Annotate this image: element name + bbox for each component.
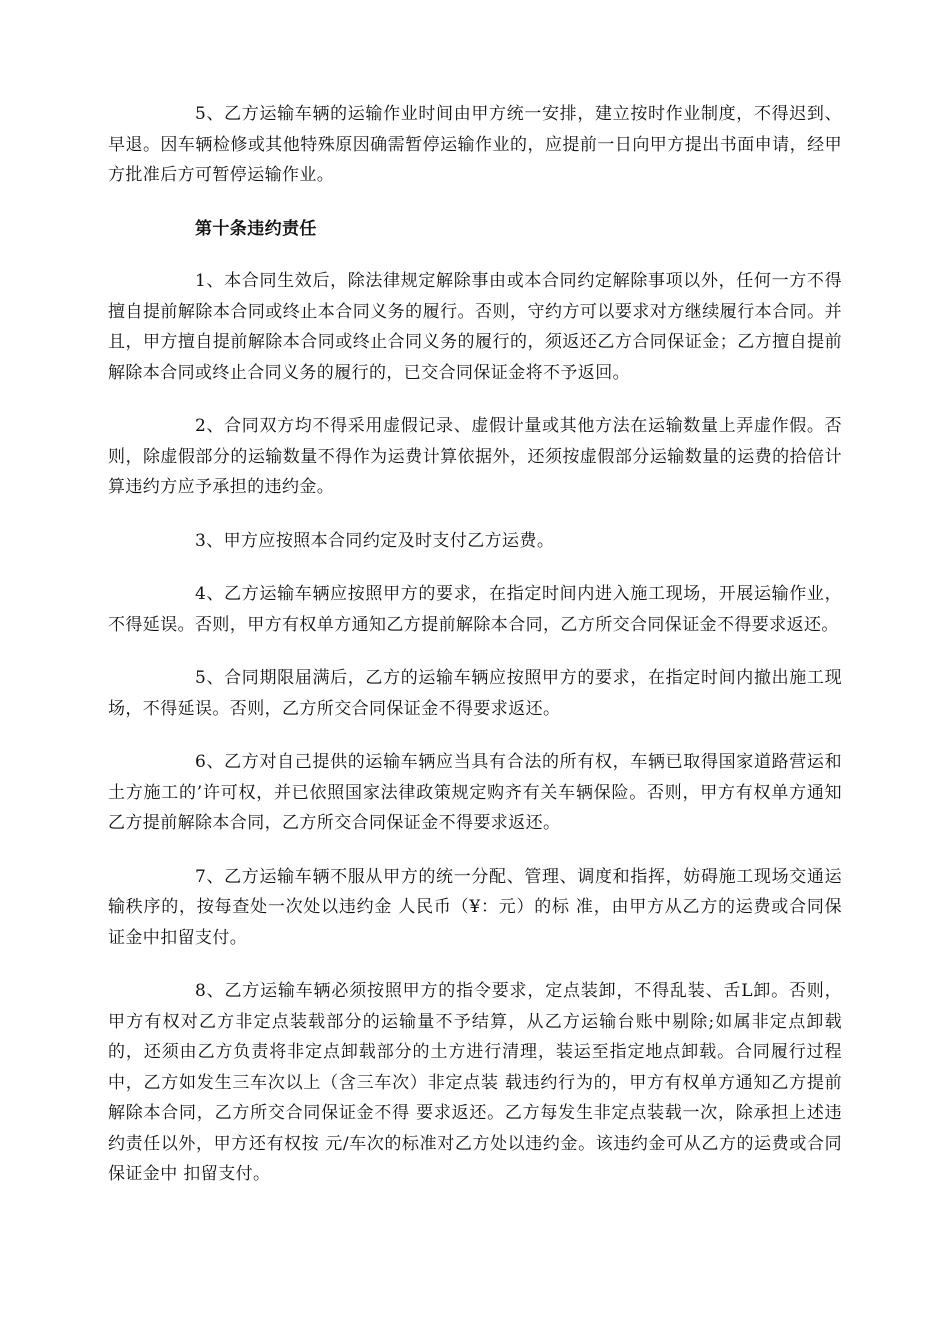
liability-clause-6: 6、乙方对自己提供的运输车辆应当具有合法的所有权，车辆已取得国家道路营运和土方施工的’许可权，并已依照国家法律政策规定购齐有关车辆保险。否则，甲方有权单方通知乙方提前解除本合同，乙方所交合同保证金不得要求返还。: [108, 752, 842, 833]
liability-clause-7: 7、乙方运输车辆不服从甲方的统一分配、管理、调度和指挥，妨碍施工现场交通运输秩序的，按每查处一次处以违约金 人民币（¥：元）的标 准，由甲方从乙方的运费或合同保证金中扣留支付。: [108, 866, 842, 948]
document-page: [108, 99, 842, 1213]
liability-clause-1: 1、本合同生效后，除法律规定解除事由或本合同约定解除事项以外，任何一方不得擅自提前解除本合同或终止本合同义务的履行。否则，守约方可以要求对方继续履行本合同。并且，甲方擅自提前解除本合同或终止合同义务的履行的，须返还乙方合同保证金；乙方擅自提前解除本合同或终止合同义务的履行的，已交合同保证金将不予返回。: [108, 271, 842, 383]
liability-clause-5: 5、合同期限届满后，乙方的运输车辆应按照甲方的要求，在指定时间内撤出施工现场，不得延误。否则，乙方所交合同保证金不得要求返还。: [108, 668, 842, 719]
liability-clause-3: 3、甲方应按照本合同约定及时支付乙方运费。: [195, 530, 555, 551]
section-heading-liability: 第十条违约责任: [195, 218, 317, 239]
liability-clause-8: 8、乙方运输车辆必须按照甲方的指令要求，定点装卸，不得乱装、舌L卸。否则，甲方有权对乙方非定点装载部分的运输量不予结算，从乙方运输台账中剔除;如属非定点卸载的，还须由乙方负责将非定点卸载部分的土方进行清理，装运至指定地点卸载。合同履行过程中，乙方如发生三车次以上（含三车次）非定点装 载违约行为的，甲方有权单方通知乙方提前解除本合同，乙方所交合同保证金不得 要求返还。乙方每发生非定点装载一次，除承担上述违约责任以外，甲方还有权按 元/车次的标准对乙方处以违约金。该违约金可从乙方的运费或合同保证金中 扣留支付。: [108, 981, 842, 1184]
liability-clause-2: 2、合同双方均不得采用虚假记录、虚假计量或其他方法在运输数量上弄虚作假。否则，除虚假部分的运输数量不得作为运费计算依据外，还须按虚假部分运输数量的运费的拾倍计算违约方应予承担的违约金。: [108, 416, 842, 497]
liability-clause-4: 4、乙方运输车辆应按照甲方的要求，在指定时间内进入施工现场，开展运输作业，不得延误。否则，甲方有权单方通知乙方提前解除本合同，乙方所交合同保证金不得要求返还。: [108, 584, 842, 635]
clause-5-work-schedule: 5、乙方运输车辆的运输作业时间由甲方统一安排，建立按时作业制度，不得迟到、早退。因车辆检修或其他特殊原因确需暂停运输作业的，应提前一日向甲方提出书面申请，经甲方批准后方可暂停运输作业。: [108, 104, 842, 185]
